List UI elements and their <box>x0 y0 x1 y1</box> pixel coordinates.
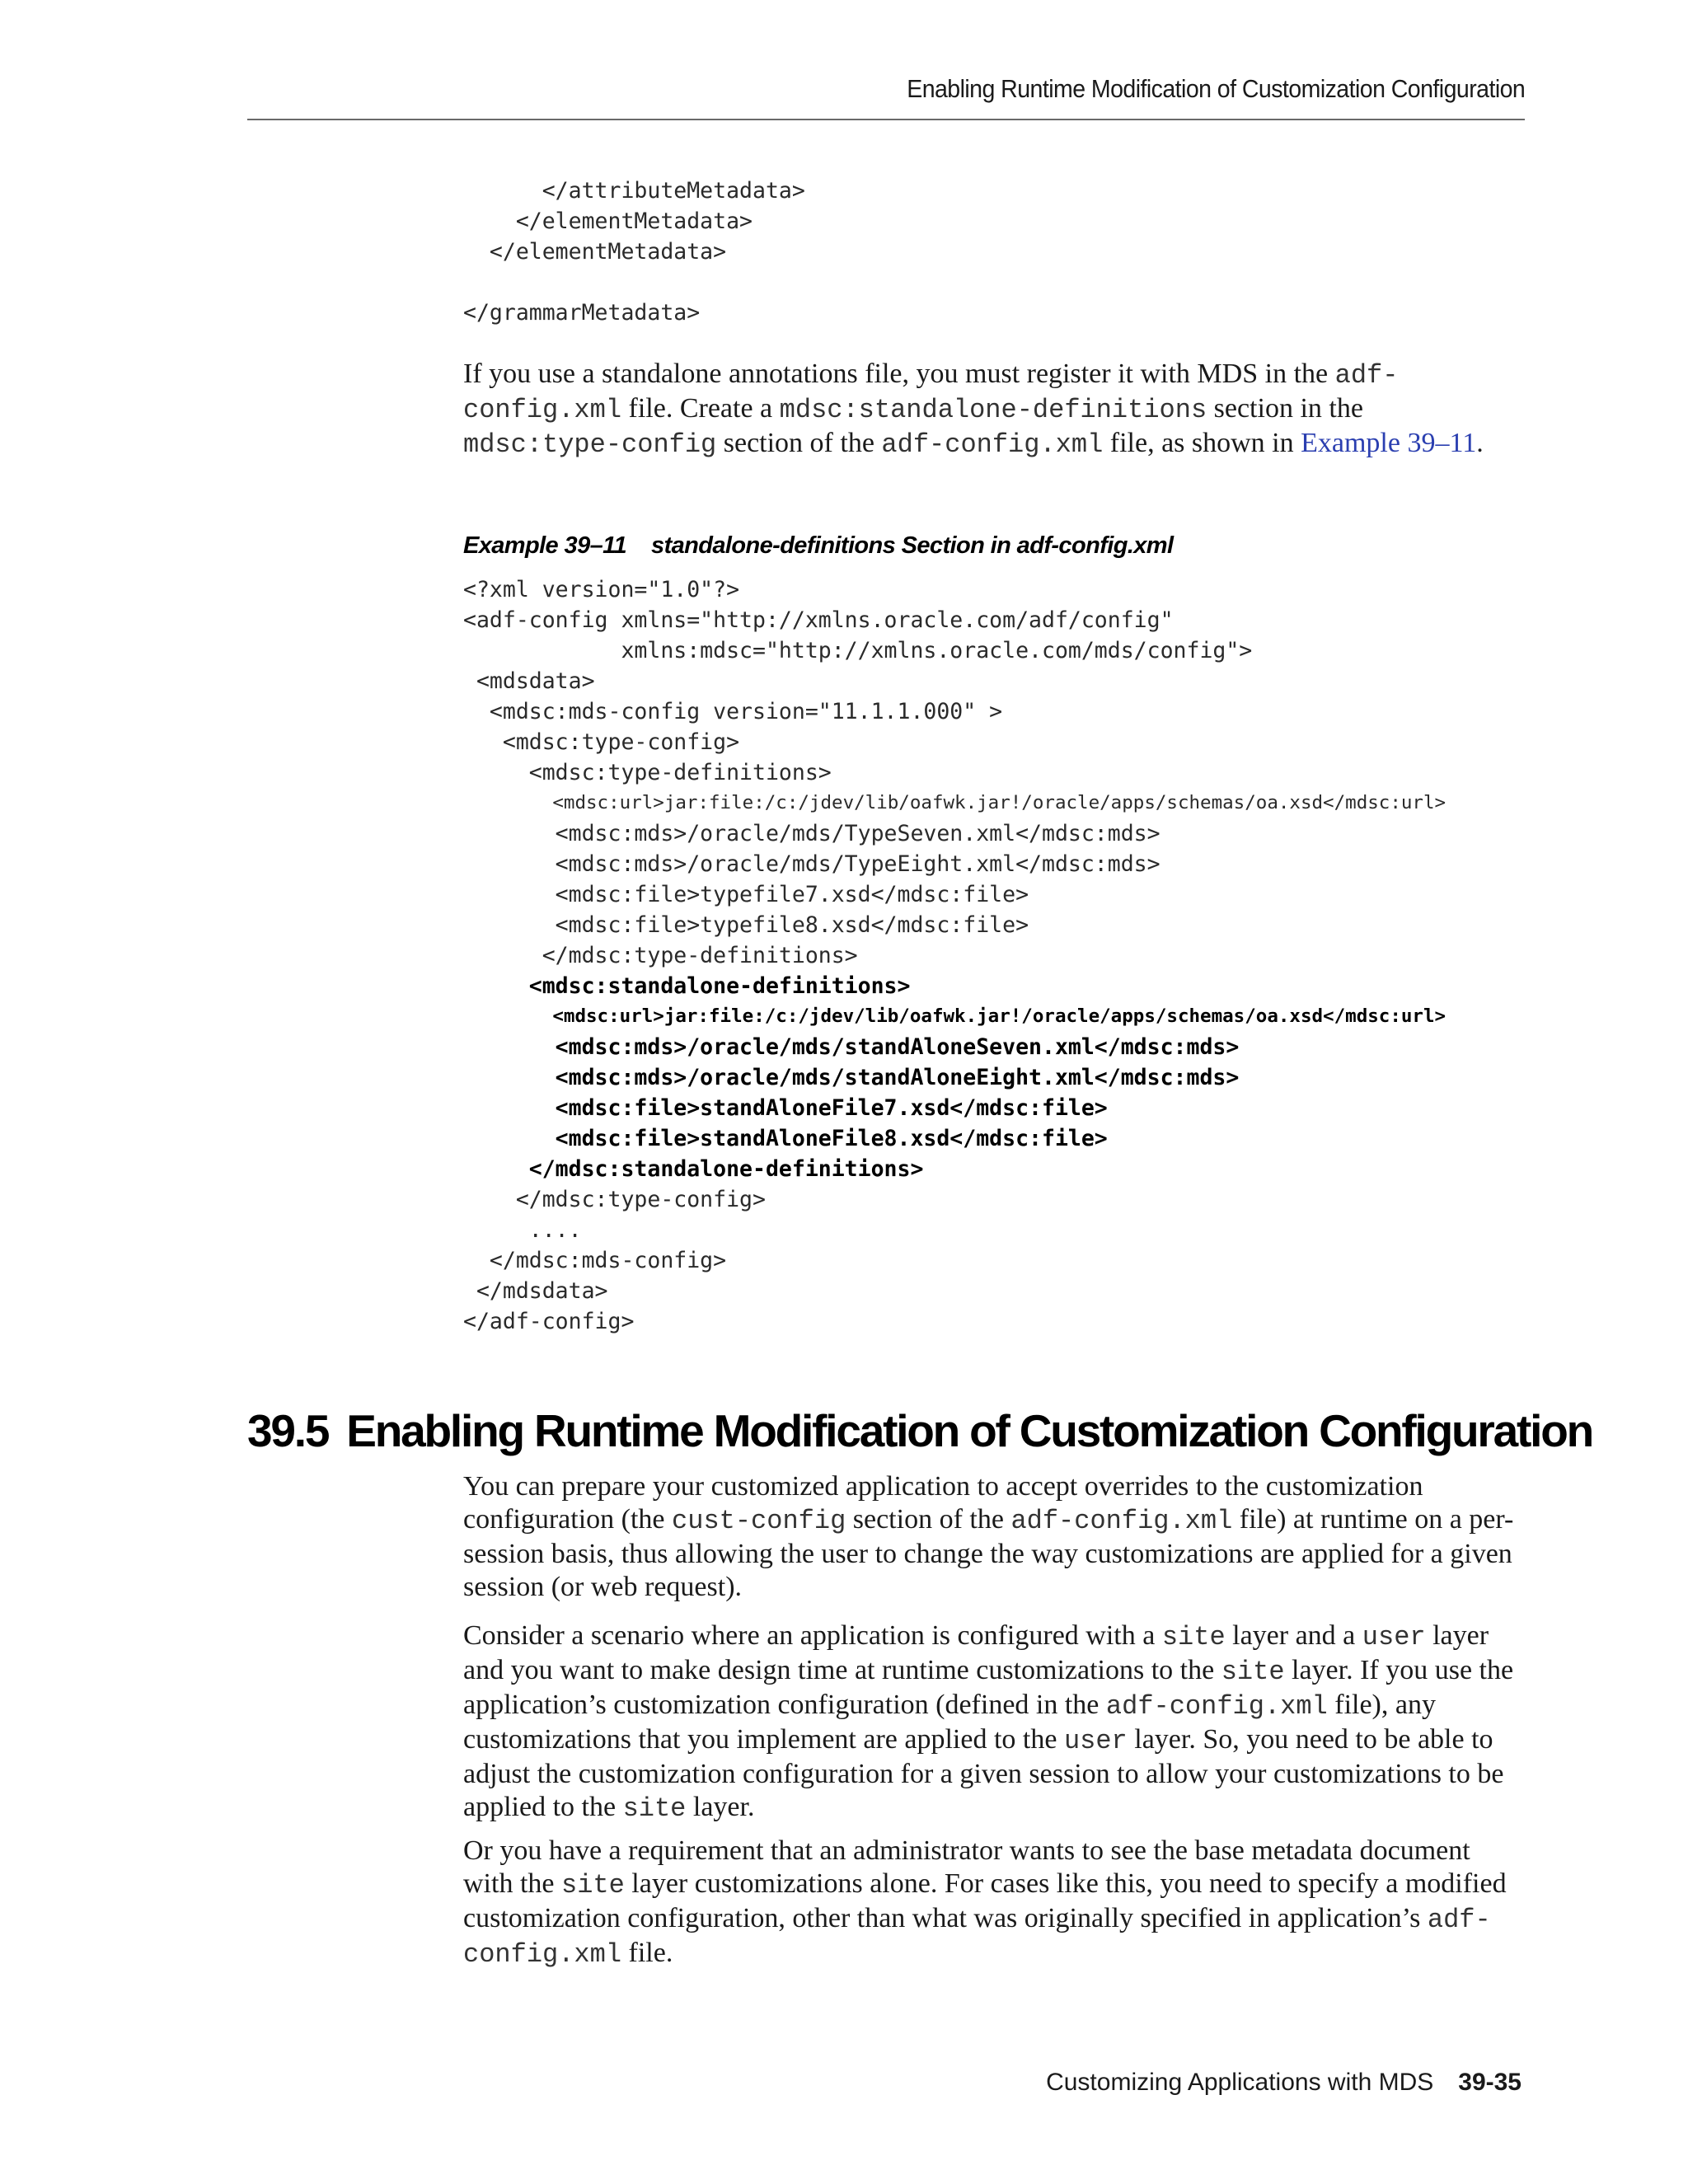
example-caption <box>463 532 1173 560</box>
code-line: </adf-config> <box>463 1309 635 1334</box>
body-paragraph-1 <box>463 1470 1526 1604</box>
section-heading <box>247 1404 1592 1457</box>
code-term: user <box>1063 1726 1128 1756</box>
text-run: section of the <box>846 1504 1011 1535</box>
text-run: file, as shown in <box>1103 428 1301 458</box>
section-number: 39.5 <box>247 1405 329 1456</box>
code-term: site <box>622 1793 687 1824</box>
code-line-blank <box>463 267 805 298</box>
code-line: <mdsc:file>typefile8.xsd</mdsc:file> <box>463 912 1029 938</box>
text-run: Consider a scenario where an application is configured with a <box>463 1620 1162 1651</box>
code-term: adf-config.xml <box>881 429 1104 460</box>
section-title: Enabling Runtime Modification of Customization Configuration <box>346 1405 1592 1456</box>
code-term: user <box>1362 1622 1426 1652</box>
code-line: <mdsc:url>jar:file:/c:/jdev/lib/oafwk.jar!/oracle/apps/schemas/oa.xsd</mdsc:url> <box>463 1005 1447 1027</box>
text-run: You can prepare your customized application to accept overrides to the customization configuration (the <box>463 1471 1423 1535</box>
code-line: </mdsc:type-config> <box>463 1187 766 1212</box>
text-run: . <box>1476 428 1484 458</box>
code-term: adf-config.xml <box>463 1905 1491 1970</box>
code-line: <mdsc:mds-config version="11.1.1.000" > <box>463 699 1003 724</box>
code-term: cust-config <box>672 1506 846 1536</box>
text-run: file) at runtime on a per-session basis, thus allowing the user to change the way customizations are applied for a given session (or web request). <box>463 1504 1514 1602</box>
example-code-block <box>463 574 1446 1337</box>
body-paragraph-3 <box>463 1835 1526 1971</box>
text-run: file. <box>621 1938 673 1968</box>
code-line: </mdsc:type-definitions> <box>463 943 858 968</box>
text-run: layer and you want to make design time at runtime customizations to the <box>463 1620 1489 1685</box>
code-line: <mdsc:file>standAloneFile7.xsd</mdsc:file> <box>463 1095 1108 1121</box>
code-line: </elementMetadata> <box>463 239 727 265</box>
footer-book-title: Customizing Applications with MDS <box>1046 2069 1434 2096</box>
running-header <box>247 74 1525 120</box>
code-term: site <box>1221 1657 1285 1687</box>
code-term: site <box>560 1870 625 1900</box>
text-run: section in the <box>1207 393 1363 424</box>
code-line: <mdsc:file>typefile7.xsd</mdsc:file> <box>463 882 1029 907</box>
code-term: adf-config.xml <box>1105 1691 1328 1722</box>
example-number: Example 39–11 <box>463 532 627 559</box>
example-title: standalone-definitions Section in adf-config.xml <box>651 532 1174 559</box>
code-line: </mdsc:mds-config> <box>463 1248 727 1273</box>
text-run: If you use a standalone annotations file, you must register it with MDS in the <box>463 359 1335 389</box>
text-run: file. Create a <box>621 393 780 424</box>
code-line: <mdsc:type-definitions> <box>463 760 832 785</box>
code-line: <mdsc:type-config> <box>463 729 740 755</box>
body-paragraph-2 <box>463 1619 1526 1825</box>
intro-paragraph <box>463 358 1526 462</box>
page-number: 39-35 <box>1458 2069 1522 2096</box>
code-term: adf-config.xml <box>1010 1506 1233 1536</box>
text-run: file), any customizations that you implement are applied to the <box>463 1690 1436 1755</box>
code-line: <mdsc:standalone-definitions> <box>463 973 911 999</box>
code-term: mdsc:type-config <box>463 429 717 460</box>
text-run: layer. If you use the application’s customization configuration (defined in the <box>463 1655 1514 1720</box>
code-line: </attributeMetadata> <box>463 178 805 204</box>
code-line: <mdsc:mds>/oracle/mds/standAloneEight.xml</mdsc:mds> <box>463 1065 1240 1090</box>
code-line: xmlns:mdsc="http://xmlns.oracle.com/mds/config"> <box>463 638 1253 663</box>
code-line: <mdsdata> <box>463 668 595 694</box>
code-line: </grammarMetadata> <box>463 300 701 326</box>
example-cross-reference-link[interactable]: Example 39–11 <box>1301 428 1477 458</box>
text-run: layer customizations alone. For cases like this, you need to specify a modified customization configuration, other than what was originally specified in application’s <box>463 1868 1507 1933</box>
code-line: <adf-config xmlns="http://xmlns.oracle.com/adf/config" <box>463 607 1174 633</box>
code-line: <mdsc:mds>/oracle/mds/standAloneSeven.xml</mdsc:mds> <box>463 1034 1240 1060</box>
code-line: <mdsc:mds>/oracle/mds/TypeSeven.xml</mdsc:mds> <box>463 821 1160 846</box>
code-term: site <box>1161 1622 1226 1652</box>
code-line: .... <box>463 1217 582 1243</box>
running-header-title: Enabling Runtime Modification of Customization Configuration <box>906 74 1525 103</box>
text-run: layer. So, you need to be able to adjust the customization configuration for a given session to allow your customizations to be applied to the <box>463 1724 1504 1822</box>
page-footer <box>1046 2069 1522 2097</box>
code-block-continuation <box>463 176 805 328</box>
text-run: layer. <box>686 1792 755 1822</box>
code-line: <mdsc:file>standAloneFile8.xsd</mdsc:file> <box>463 1126 1108 1151</box>
code-line: <?xml version="1.0"?> <box>463 577 740 602</box>
code-line: </mdsdata> <box>463 1278 608 1304</box>
code-line: </elementMetadata> <box>463 209 753 234</box>
code-term: mdsc:standalone-definitions <box>779 395 1207 425</box>
code-line: </mdsc:standalone-definitions> <box>463 1156 924 1182</box>
code-term: adf-config.xml <box>463 360 1399 425</box>
text-run: section of the <box>716 428 882 458</box>
code-line: <mdsc:mds>/oracle/mds/TypeEight.xml</mdsc:mds> <box>463 851 1160 877</box>
text-run: Or you have a requirement that an administrator wants to see the base metadata document with the <box>463 1835 1470 1899</box>
code-line: <mdsc:url>jar:file:/c:/jdev/lib/oafwk.jar!/oracle/apps/schemas/oa.xsd</mdsc:url> <box>463 792 1447 813</box>
text-run: layer and a <box>1225 1620 1362 1651</box>
